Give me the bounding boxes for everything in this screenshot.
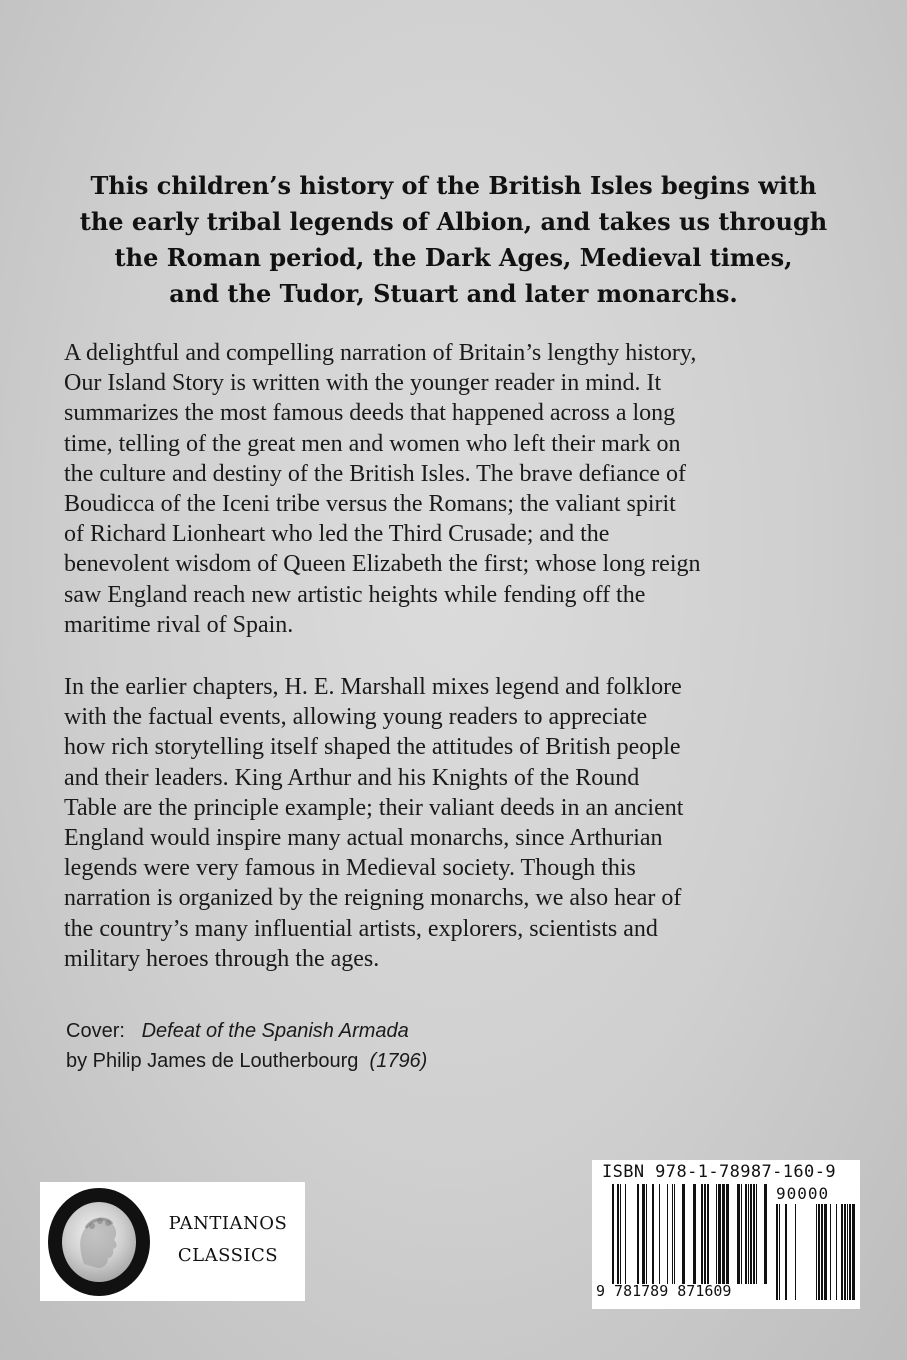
barcode-bar: [852, 1204, 855, 1300]
barcode-bar: [693, 1184, 696, 1284]
barcode-bar: [748, 1184, 749, 1284]
barcode-bar: [847, 1204, 848, 1300]
text-line: maritime rival of Spain.: [64, 611, 294, 638]
text-line: military heroes through the ages.: [64, 945, 380, 972]
artist-name: by Philip James de Loutherbourg: [66, 1050, 359, 1072]
barcode-bar: [841, 1204, 843, 1300]
text-line: time, telling of the great men and women who left their mark on: [64, 430, 681, 457]
headline: [40, 168, 867, 312]
publisher-name-line-2: CLASSICS: [177, 1245, 279, 1266]
barcode-bar: [617, 1184, 619, 1284]
barcode-bar: [672, 1184, 673, 1284]
text-line: of Richard Lionheart who led the Third Crusade; and the: [64, 521, 610, 548]
barcode-bar: [741, 1184, 742, 1284]
isbn-label: ISBN 978-1-78987-160-9: [602, 1162, 836, 1182]
barcode-bar: [625, 1184, 626, 1284]
barcode-bar: [612, 1184, 614, 1284]
text-line: the country’s many influential artists, explorers, scientists and: [64, 915, 658, 942]
headline-line: and the Tudor, Stuart and later monarchs.: [169, 279, 738, 308]
cover-credit: [66, 1016, 427, 1076]
barcode-bar: [779, 1204, 780, 1300]
barcode-bar: [716, 1184, 717, 1284]
barcode-bar: [745, 1184, 747, 1284]
barcode-bar: [836, 1204, 837, 1300]
barcode-bar: [824, 1204, 827, 1300]
text-line: In the earlier chapters, H. E. Marshall mixes legend and folklore: [64, 674, 682, 700]
barcode-bar: [704, 1184, 706, 1284]
barcode-bar: [701, 1184, 703, 1284]
publisher-name-line-1: PANTIANOS: [168, 1213, 288, 1234]
credit-line-2: [66, 1046, 427, 1076]
barcode-bar: [795, 1204, 796, 1300]
barcode-bar: [816, 1204, 817, 1300]
barcode-bar: [818, 1204, 820, 1300]
barcode-bar: [764, 1184, 767, 1284]
text-line: narration is organized by the reigning monarchs, we also hear of: [64, 885, 682, 912]
barcode-bar: [830, 1204, 831, 1300]
barcode-bar: [659, 1184, 660, 1284]
text-line: summarizes the most famous deeds that happened across a long: [64, 400, 676, 427]
description-paragraph-1: [64, 338, 854, 640]
headline-line: This children’s history of the British Isles begins with: [90, 171, 817, 200]
headline-line: the early tribal legends of Albion, and takes us through: [79, 207, 828, 236]
portrait-profile-icon: [62, 1202, 136, 1282]
barcode-bar: [753, 1184, 755, 1284]
barcode-bar: [849, 1204, 851, 1300]
publisher-name: [158, 1208, 298, 1272]
text-line: Table are the principle example; their valiant deeds in an ancient: [64, 794, 684, 821]
text-line: Boudicca of the Iceni tribe versus the Romans; the valiant spirit: [64, 491, 676, 518]
text-line: A delightful and compelling narration of Britain’s lengthy history,: [64, 340, 697, 366]
text-line: England would inspire many actual monarchs, since Arthurian: [64, 825, 663, 852]
text-line: with the factual events, allowing young readers to appreciate: [64, 704, 648, 731]
barcode-addon: 90000: [776, 1184, 830, 1203]
text-line: saw England reach new artistic heights while fending off the: [64, 581, 646, 608]
barcode-bar: [750, 1184, 752, 1284]
barcode-bar: [652, 1184, 654, 1284]
artwork-title: Defeat of the Spanish Armada: [141, 1020, 409, 1042]
barcode-bar: [682, 1184, 685, 1284]
barcode-digits: 9 781789 871609: [596, 1282, 732, 1300]
barcode-bar: [637, 1184, 639, 1284]
barcode-bar: [718, 1184, 721, 1284]
text-line: benevolent wisdom of Queen Elizabeth the first; whose long reign: [64, 551, 701, 578]
text-line: how rich storytelling itself shaped the attitudes of British people: [64, 734, 681, 761]
barcode-bar: [674, 1184, 675, 1284]
barcode-bar: [737, 1184, 740, 1284]
barcode-bar: [642, 1184, 645, 1284]
barcode-bar: [646, 1184, 647, 1284]
text-line: and their leaders. King Arthur and his Knights of the Round: [64, 764, 640, 791]
text-line: Our Island Story is written with the younger reader in mind. It: [64, 370, 662, 397]
credit-label: Cover:: [66, 1020, 125, 1042]
publisher-logo: [40, 1182, 305, 1301]
barcode-bar: [722, 1184, 725, 1284]
barcode-bar: [821, 1204, 823, 1300]
barcode-bar: [756, 1184, 757, 1284]
barcode-bar: [667, 1184, 668, 1284]
barcode-bar: [844, 1204, 846, 1300]
isbn-barcode: [592, 1160, 860, 1309]
barcode-bar: [785, 1204, 787, 1300]
text-line: legends were very famous in Medieval society. Though this: [64, 855, 636, 882]
barcode-bar: [726, 1184, 729, 1284]
headline-line: the Roman period, the Dark Ages, Medieval times,: [114, 243, 793, 272]
barcode-bar: [620, 1184, 621, 1284]
credit-line-1: [66, 1016, 427, 1046]
barcode-bar: [776, 1204, 778, 1300]
classical-medallion-portrait-icon: [48, 1188, 150, 1296]
artwork-year: (1796): [369, 1050, 428, 1072]
text-line: the culture and destiny of the British Isles. The brave defiance of: [64, 460, 687, 487]
barcode-bar: [707, 1184, 709, 1284]
description-paragraph-2: [64, 672, 854, 974]
